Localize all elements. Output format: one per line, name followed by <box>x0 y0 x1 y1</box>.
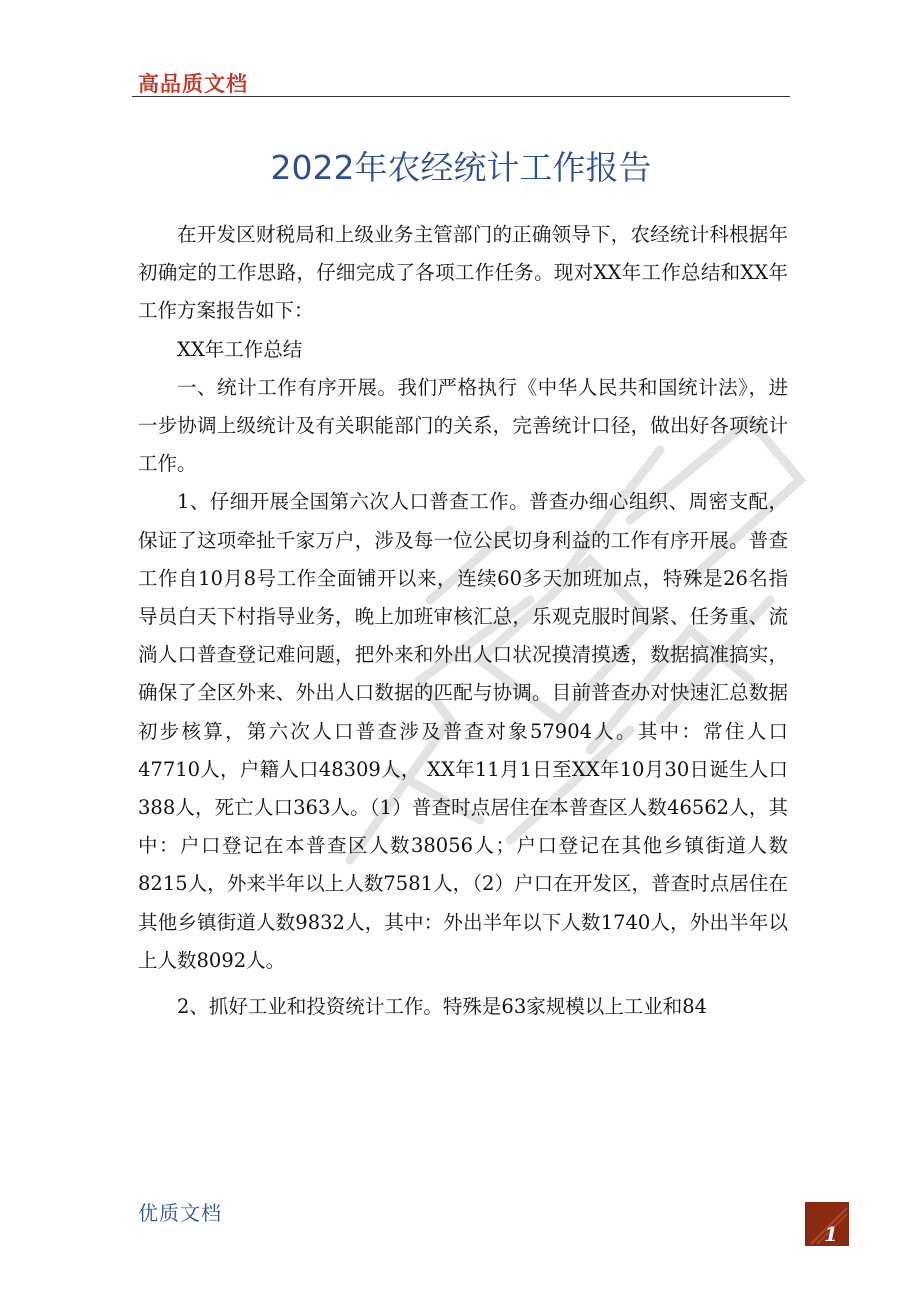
paragraph-section-heading: XX年工作总结 <box>177 337 303 361</box>
paragraph-statistics-work: 一、统计工作有序开展。我们严格执行《中华人民共和国统计法》，进一步协调上级统计及有关职能部门的关系，完善统计口径，做出好各项统计工作。 <box>138 375 788 476</box>
paragraph-census: 1、仔细开展全国第六次人口普查工作。普查办细心组织、周密支配，保证了这项牵扯千家万户，涉及每一位公民切身利益的工作有序开展。普查工作自10月8号工作全面铺开以来，连续60多天加班加点，特殊是26名指导员白天下村指导业务，晚上加班审核汇总，乐观克服时间紧、任务重、流淌人口普查登记难问题，把外来和外出人口状况摸清摸透，数据搞准搞实，确保了全区外来、外出人口数据的匹配与协调。目前普查办对快速汇总数据初步核算，第六次人口普查涉及普查对象57904人。其中：常住人口47710人，户籍人口48309人， XX年11月1日至XX年10月30日诞生人口388人，死亡人口363人。（1）普查时点居住在本普查区人数46562人，其中：户口登记在本普查区人数38056人；户口登记在其他乡镇街道人数8215人，外来半年以上人数7581人，（2）户口在开发区，普查时点居住在其他乡镇街道人数9832人，其中：外出半年以下人数1740人，外出半年以上人数8092人。 <box>138 490 788 972</box>
document-body <box>138 216 788 1026</box>
document-title: 2022年农经统计工作报告 <box>270 148 652 187</box>
page-number: 1 <box>824 1222 838 1246</box>
footer-label: 优质文档 <box>138 1201 222 1225</box>
paragraph-industry-investment: 2、抓好工业和投资统计工作。特殊是63家规模以上工业和84 <box>177 995 708 1019</box>
header-divider <box>132 96 790 97</box>
header-label: 高品质文档 <box>138 72 248 96</box>
paragraph-intro: 在开发区财税局和上级业务主管部门的正确领导下，农经统计科根据年初确定的工作思路，仔细完成了各项工作任务。现对XX年工作总结和XX年工作方案报告如下： <box>138 223 788 323</box>
